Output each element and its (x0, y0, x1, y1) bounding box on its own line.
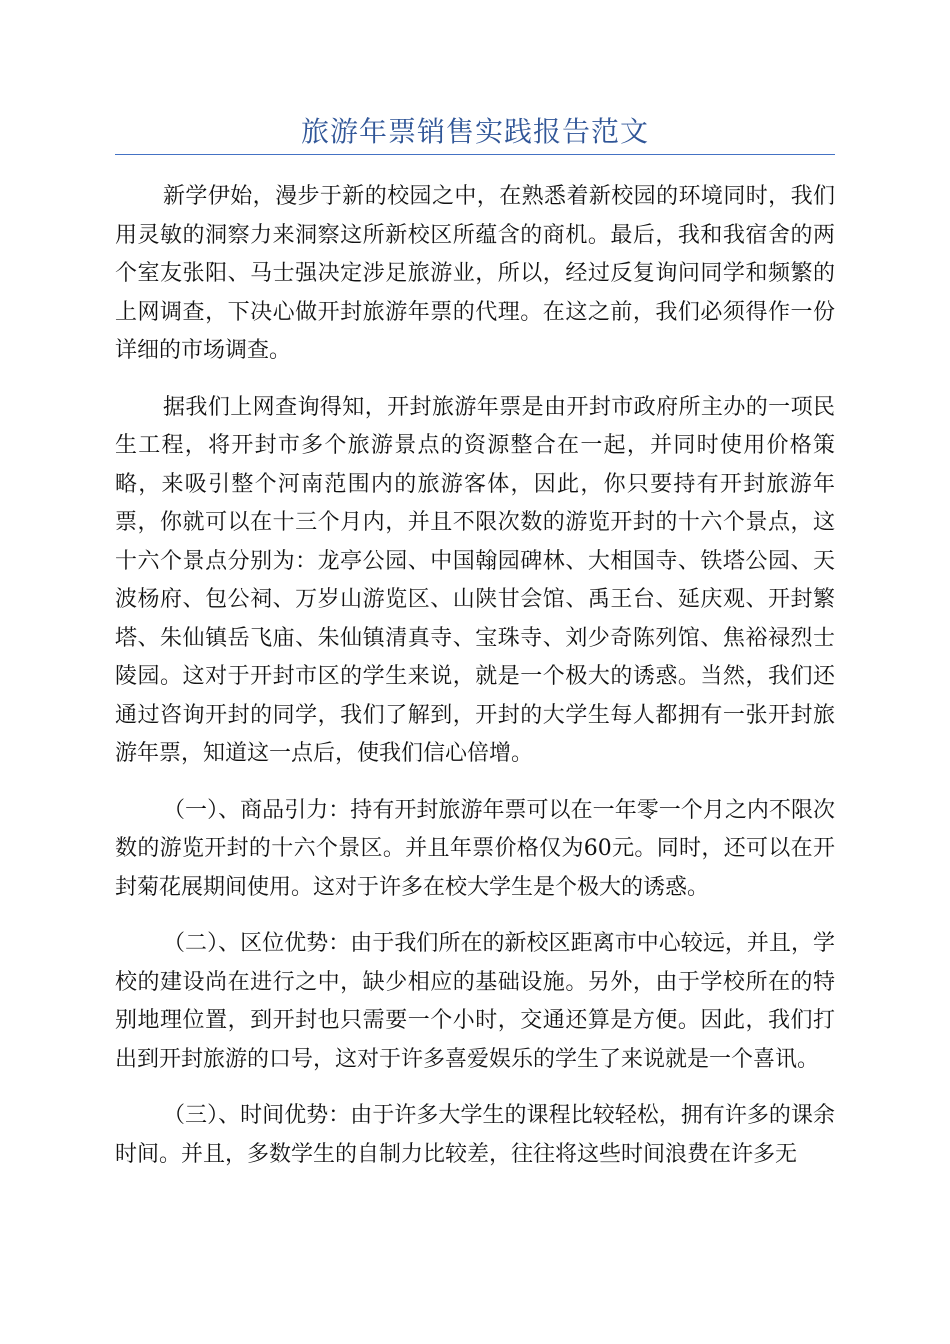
document-title: 旅游年票销售实践报告范文 (300, 115, 649, 148)
paragraph-research: 据我们上网查询得知，开封旅游年票是由开封市政府所主办的一项民生工程，将开封市多个旅游景点的资源整合在一起，并同时使用价格策略，来吸引整个河南范围内的旅游客体，因此，你只要持有开封旅游年票，你就可以在十三个月内，并且不限次数的游览开封的十六个景点，这十六个景点分别为：龙亭公园、中国翰园碑林、大相国寺、铁塔公园、天波杨府、包公祠、万岁山游览区、山陕甘会馆、禹王台、延庆观、开封繁塔、朱仙镇岳飞庙、朱仙镇清真寺、宝珠寺、刘少奇陈列馆、焦裕禄烈士陵园。这对于开封市区的学生来说，就是一个极大的诱惑。当然，我们还通过咨询开封的同学，我们了解到，开封的大学生每人都拥有一张开封旅游年票，知道这一点后，使我们信心倍增。 (115, 394, 835, 766)
document-body (115, 178, 835, 1192)
paragraph-time-advantage: （三）、时间优势：由于许多大学生的课程比较轻松，拥有许多的课余时间。并且，多数学生的自制力比较差，往往将这些时间浪费在许多无 (115, 1103, 835, 1167)
title-underline (115, 154, 835, 155)
paragraph-intro: 新学伊始，漫步于新的校园之中，在熟悉着新校园的环境同时，我们用灵敏的洞察力来洞察这所新校区所蕴含的商机。最后，我和我宿舍的两个室友张阳、马士强决定涉足旅游业，所以，经过反复询问同学和频繁的上网调查，下决心做开封旅游年票的代理。在这之前，我们必须得作一份详细的市场调查。 (115, 184, 835, 363)
paragraph-location-advantage: （二）、区位优势：由于我们所在的新校区距离市中心较远，并且，学校的建设尚在进行之中，缺少相应的基础设施。另外，由于学校所在的特别地理位置，到开封也只需要一个小时，交通还算是方便。因此，我们打出到开封旅游的口号，这对于许多喜爱娱乐的学生了来说就是一个喜讯。 (115, 931, 835, 1072)
paragraph-product-appeal: （一）、商品引力：持有开封旅游年票可以在一年零一个月之内不限次数的游览开封的十六个景区。并且年票价格仅为60元。同时，还可以在开封菊花展期间使用。这对于许多在校大学生是个极大的诱惑。 (115, 797, 835, 900)
